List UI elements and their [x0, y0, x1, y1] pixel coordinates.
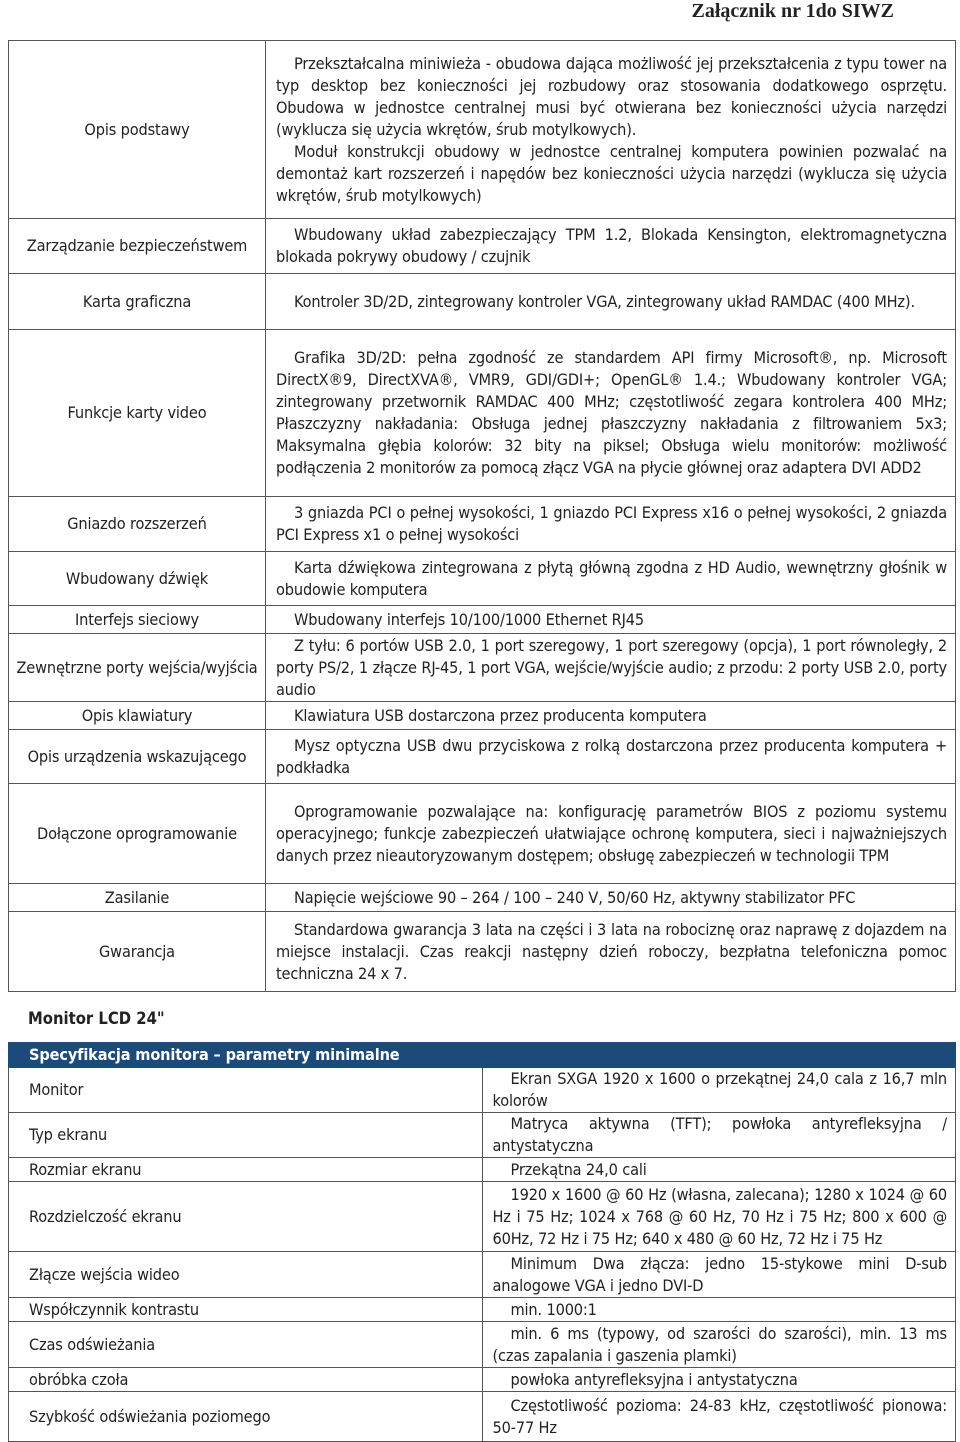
- table-row: [9, 219, 956, 274]
- table-row: [9, 784, 956, 884]
- row-value: [266, 497, 956, 552]
- row-value-text: 3 gniazda PCI o pełnej wysokości, 1 gniazdo PCI Express x16 o pełnej wysokości, 2 gniazda PCI Express x1 o pełnej wysokości: [276, 503, 947, 544]
- monitor-section-title: Monitor LCD 24": [28, 1009, 165, 1028]
- row-value-text: Wbudowany interfejs 10/100/1000 Ethernet RJ45: [294, 609, 644, 629]
- table-row: [9, 1252, 956, 1298]
- row-value: [266, 784, 956, 884]
- row-label: Rozdzielczość ekranu: [9, 1182, 483, 1252]
- row-label: Zarządzanie bezpieczeństwem: [9, 219, 266, 274]
- row-label: Rozmiar ekranu: [9, 1158, 483, 1182]
- row-label: Zewnętrzne porty wejścia/wyjścia: [9, 634, 266, 702]
- table-row: [9, 634, 956, 702]
- row-value-text: Minimum Dwa złącza: jedno 15-stykowe mini D-sub analogowe VGA i jedno DVI-D: [492, 1253, 947, 1295]
- monitor-table-header: Specyfikacja monitora – parametry minimalne: [9, 1043, 956, 1068]
- table-row: [9, 884, 956, 912]
- row-label: Współczynnik kontrastu: [9, 1298, 483, 1322]
- row-value: [266, 274, 956, 330]
- table-row: [9, 274, 956, 330]
- row-label: Funkcje karty video: [9, 330, 266, 497]
- row-value: [482, 1368, 956, 1392]
- table-row: [9, 912, 956, 992]
- row-value: [482, 1322, 956, 1368]
- row-label: Typ ekranu: [9, 1113, 483, 1158]
- row-value-text: Przekształcalna miniwieża - obudowa dająca możliwość jej przekształcenia z typu tower na typ desktop bez konieczności jej rozbudowy oraz stosowania dodatkowego osprzętu. Obudowa w jednostce centralnej musi być otwierana bez konieczności użycia narzędzi (wyklucza się użycia wkrętów, śrub motylkowych).: [276, 53, 947, 139]
- row-value-text: Z tyłu: 6 portów USB 2.0, 1 port szeregowy, 1 port szeregowy (opcja), 1 port równoległy, 2 porty PS/2, 1 złącze RJ-45, 1 port VGA, wejście/wyjście audio; z przodu: 2 porty USB 2.0, porty audio: [276, 635, 947, 699]
- computer-spec-table: [8, 40, 956, 992]
- table-row: [9, 1298, 956, 1322]
- row-value-text: Kontroler 3D/2D, zintegrowany kontroler VGA, zintegrowany układ RAMDAC (400 MHz).: [294, 291, 915, 311]
- row-value-text: Klawiatura USB dostarczona przez producenta komputera: [294, 705, 707, 725]
- table-row: [9, 606, 956, 634]
- row-value: [266, 330, 956, 497]
- row-value-text: Częstotliwość pozioma: 24-83 kHz, częstotliwość pionowa: 50-77 Hz: [492, 1395, 947, 1437]
- document-header: Załącznik nr 1do SIWZ: [691, 0, 894, 22]
- row-label: Interfejs sieciowy: [9, 606, 266, 634]
- row-value-text: min. 6 ms (typowy, od szarości do szarości), min. 13 ms (czas zapalania i gaszenia plamki): [492, 1323, 947, 1365]
- row-value-text: min. 1000:1: [510, 1299, 597, 1319]
- table-row: [9, 1392, 956, 1442]
- table-row: [9, 1182, 956, 1252]
- row-label: Czas odświeżania: [9, 1322, 483, 1368]
- table-row: [9, 497, 956, 552]
- row-value-text: Karta dźwiękowa zintegrowana z płytą główną zgodna z HD Audio, wewnętrzny głośnik w obudowie komputera: [276, 557, 947, 599]
- row-label: Monitor: [9, 1068, 483, 1113]
- row-value-text: powłoka antyrefleksyjna i antystatyczna: [510, 1369, 798, 1389]
- row-label: Opis podstawy: [9, 41, 266, 219]
- table-row: [9, 702, 956, 730]
- row-label: obróbka czoła: [9, 1368, 483, 1392]
- table-row: [9, 330, 956, 497]
- row-label: Złącze wejścia wideo: [9, 1252, 483, 1298]
- row-label: Wbudowany dźwięk: [9, 552, 266, 606]
- row-label: Opis klawiatury: [9, 702, 266, 730]
- row-label: Opis urządzenia wskazującego: [9, 730, 266, 784]
- table-row: [9, 1368, 956, 1392]
- row-value: [266, 41, 956, 219]
- monitor-table-header-row: [9, 1043, 956, 1068]
- row-value-text: Standardowa gwarancja 3 lata na części i 3 lata na robociznę oraz naprawę z dojazdem na miejsce instalacji. Czas reakcji następny dzień roboczy, bezpłatna telefoniczna pomoc techniczna 24 x 7.: [276, 919, 947, 983]
- row-value-text: Ekran SXGA 1920 x 1600 o przekątnej 24,0 cala z 16,7 mln kolorów: [492, 1069, 947, 1110]
- row-value-text: Napięcie wejściowe 90 – 264 / 100 – 240 V, 50/60 Hz, aktywny stabilizator PFC: [294, 887, 856, 907]
- table-row: [9, 1158, 956, 1182]
- row-value-text: Wbudowany układ zabezpieczający TPM 1.2, Blokada Kensington, elektromagnetyczna blokada pokrywy obudowy / czujnik: [276, 225, 947, 266]
- row-value-text-2: Moduł konstrukcji obudowy w jednostce centralnej komputera powinien pozwalać na demontaż kart rozszerzeń i napędów bez konieczności użycia narzędzi (wyklucza się użycia wkrętów, śrub motylkowych): [276, 141, 947, 205]
- row-value-text: Grafika 3D/2D: pełna zgodność ze standardem API firmy Microsoft®, np. Microsoft DirectX®9, DirectXVA®, VMR9, GDI/GDI+; OpenGL® 1.4.; Wbudowany kontroler VGA; zintegrowany przetwornik RAMDAC 400 MHz; częstotliwość zegara kontrolera 400 MHz; Płaszczyzny nakładania: Obsługa jednej płaszczyzny nakładania z filtrowaniem 5x3; Maksymalna głębia kolorów: 32 bity na piksel; Obsługa wielu monitorów: możliwość podłączenia 2 monitorów za pomocą złącz VGA na płycie głównej oraz adaptera DVI ADD2: [276, 348, 947, 477]
- row-value-text: Oprogramowanie pozwalające na: konfigurację parametrów BIOS z poziomu systemu operacyjnego; funkcje zabezpieczeń ułatwiające ochronę komputera, sieci i najważniejszych danych przez nieautoryzowanym dostępem; obsługę zabezpieczeń w technologii TPM: [276, 801, 947, 865]
- row-label: Zasilanie: [9, 884, 266, 912]
- row-value: [266, 219, 956, 274]
- row-value: [266, 730, 956, 784]
- row-label: Gniazdo rozszerzeń: [9, 497, 266, 552]
- row-value-text: Przekątna 24,0 cali: [510, 1159, 647, 1179]
- table-row: [9, 1068, 956, 1113]
- table-row: [9, 41, 956, 219]
- row-value: [266, 702, 956, 730]
- row-label: Szybkość odświeżania poziomego: [9, 1392, 483, 1442]
- row-value: [482, 1392, 956, 1442]
- row-value-text: 1920 x 1600 @ 60 Hz (własna, zalecana); 1280 x 1024 @ 60 Hz i 75 Hz; 1024 x 768 @ 60 Hz, 70 Hz i 75 Hz; 800 x 600 @ 60Hz, 72 Hz i 75 Hz; 640 x 480 @ 60 Hz, 72 Hz i 75 Hz: [492, 1184, 947, 1248]
- row-value: [266, 552, 956, 606]
- table-row: [9, 1322, 956, 1368]
- row-value: [482, 1252, 956, 1298]
- row-label: Gwarancja: [9, 912, 266, 992]
- row-value: [482, 1298, 956, 1322]
- row-value-text: Matryca aktywna (TFT); powłoka antyrefleksyjna / antystatyczna: [492, 1114, 947, 1155]
- table-row: [9, 730, 956, 784]
- monitor-spec-table: [8, 1042, 956, 1442]
- row-value: [266, 606, 956, 634]
- row-value: [482, 1182, 956, 1252]
- row-value: [266, 884, 956, 912]
- table-row: [9, 1113, 956, 1158]
- row-label: Karta graficzna: [9, 274, 266, 330]
- row-value: [482, 1113, 956, 1158]
- table-row: [9, 552, 956, 606]
- row-value: [266, 634, 956, 702]
- row-value-text: Mysz optyczna USB dwu przyciskowa z rolką dostarczona przez producenta komputera + podkładka: [276, 735, 947, 777]
- row-label: Dołączone oprogramowanie: [9, 784, 266, 884]
- row-value: [266, 912, 956, 992]
- row-value: [482, 1158, 956, 1182]
- row-value: [482, 1068, 956, 1113]
